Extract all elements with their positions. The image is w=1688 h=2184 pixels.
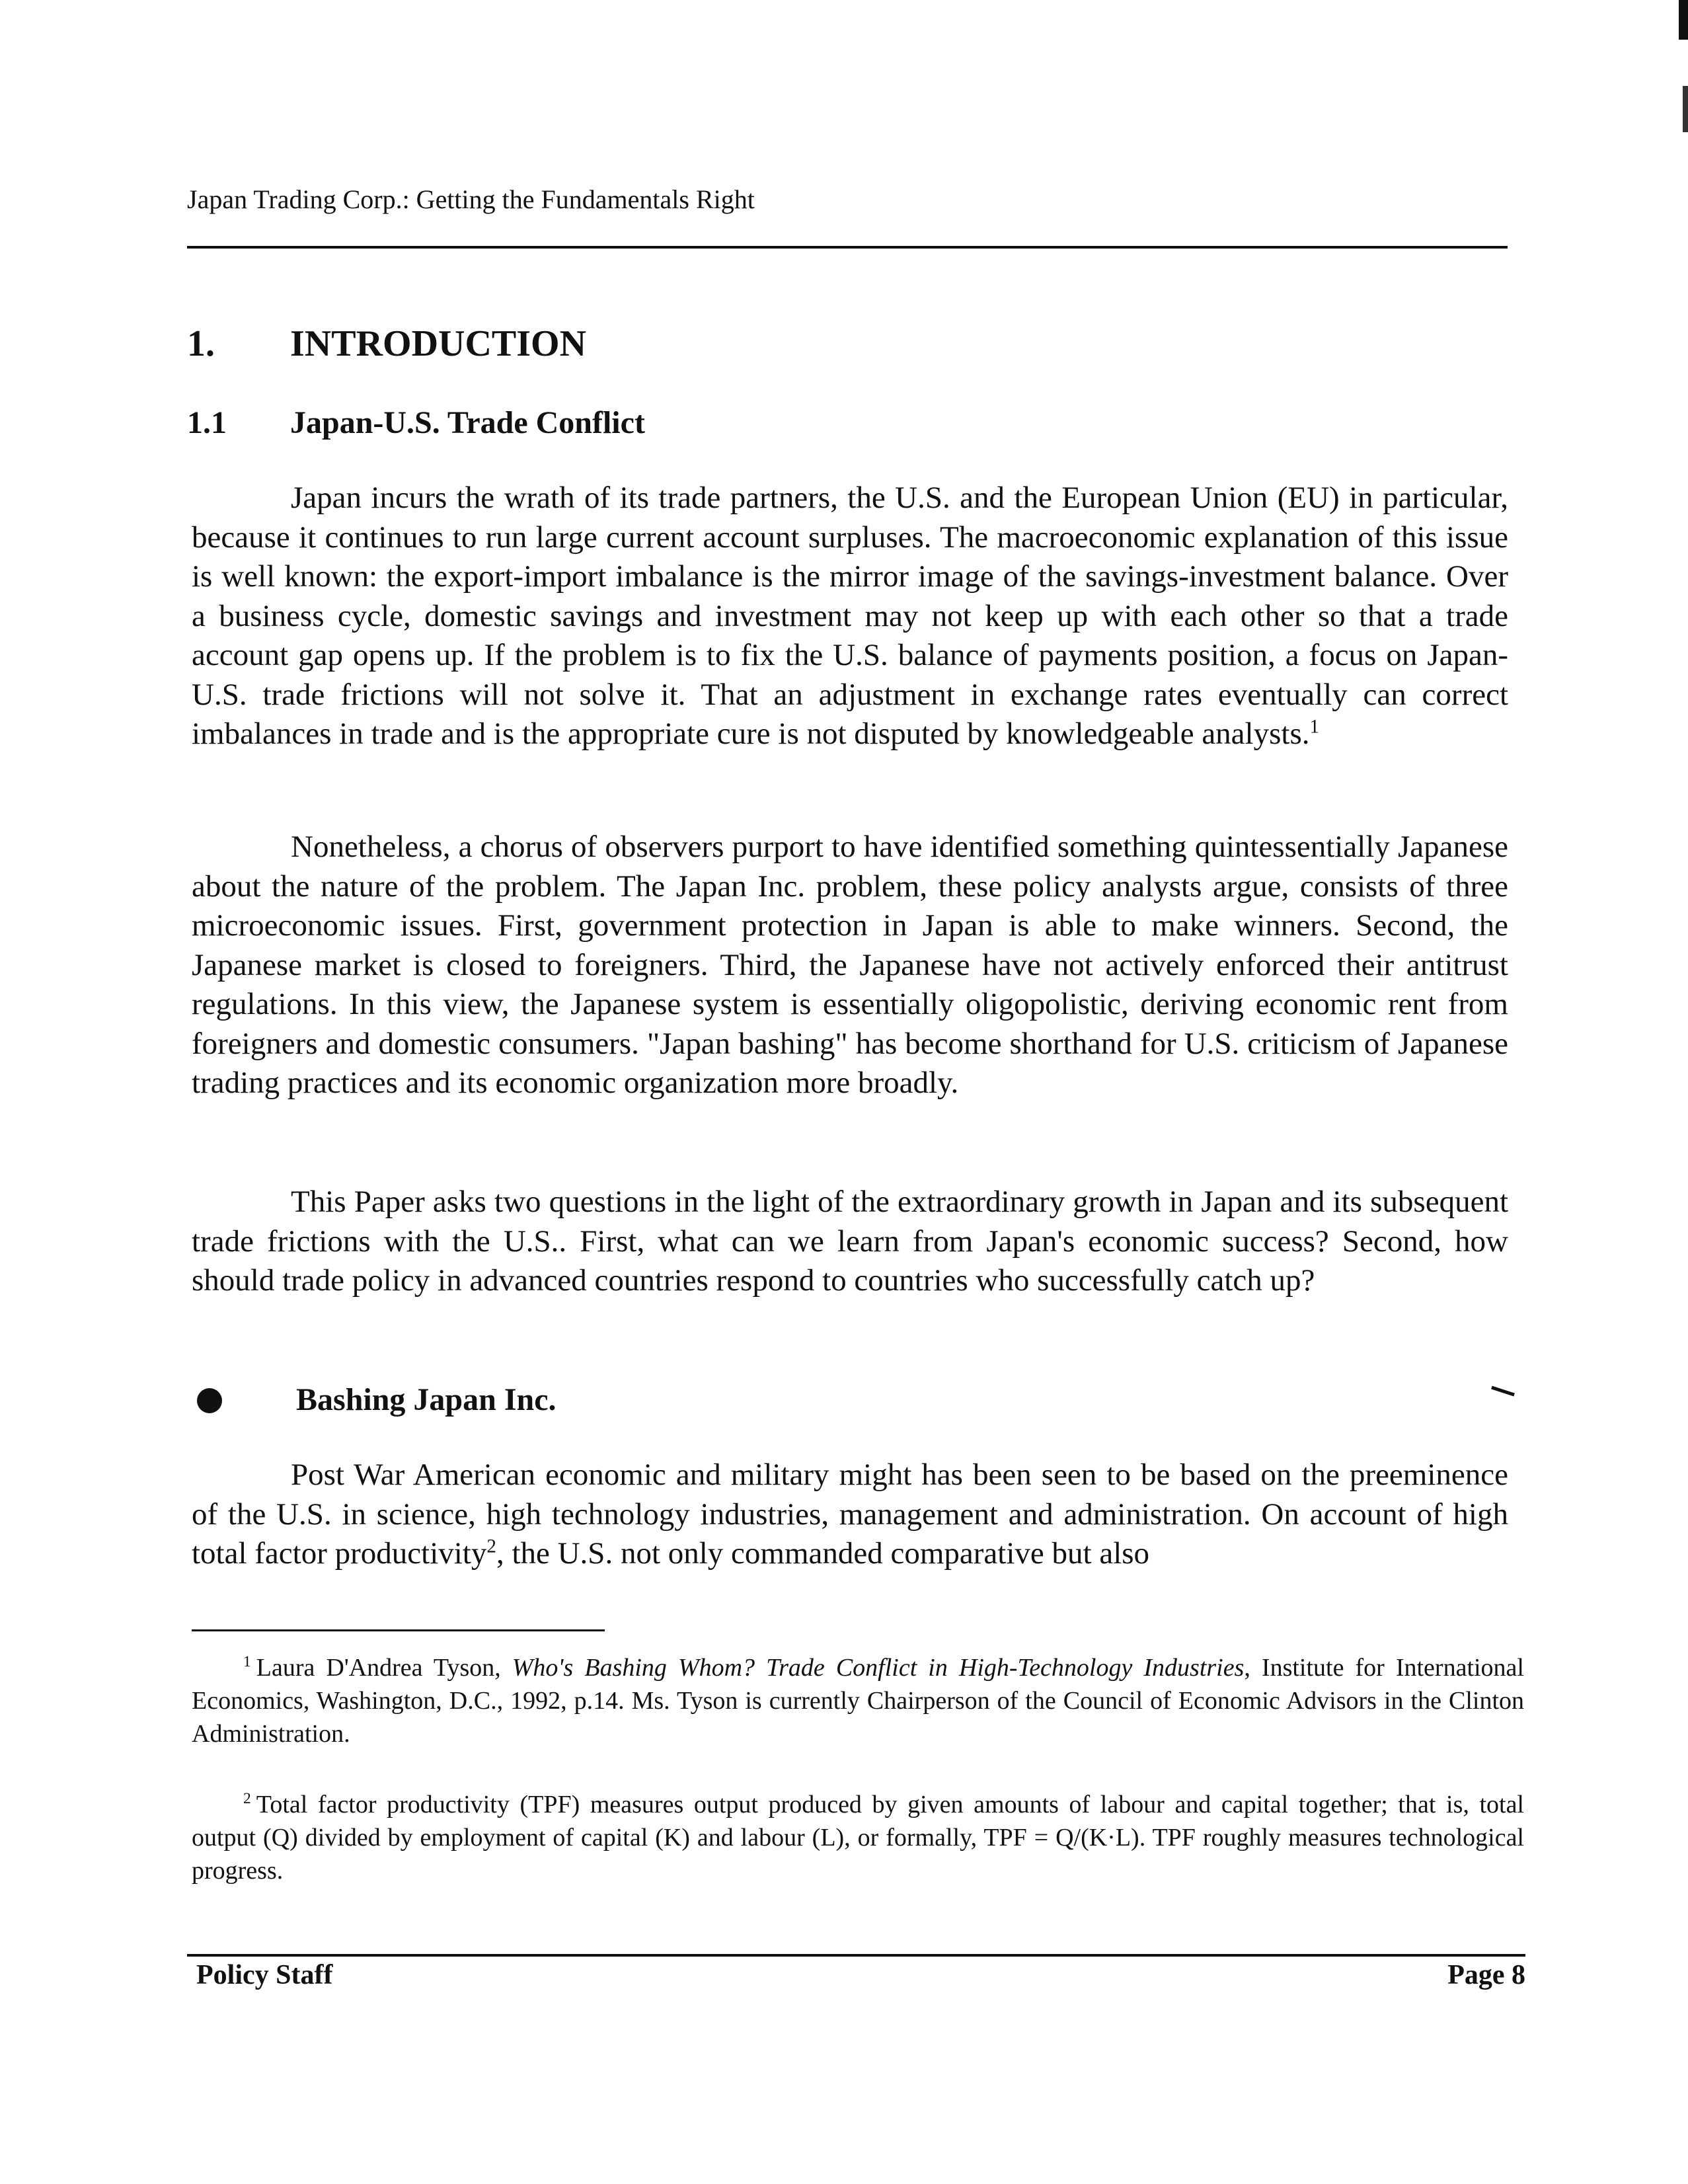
bullet-heading-text: Bashing Japan Inc. xyxy=(296,1382,556,1417)
footnote-1-author: Laura D'Andrea Tyson, xyxy=(256,1654,512,1682)
footnote-rule xyxy=(192,1629,605,1631)
footer-left: Policy Staff xyxy=(196,1960,333,1990)
paragraph-4-text-a: Post War American economic and military might has been seen to be based on the preeminence of the U.S. in science, high technology industries, management and administration. On account of high total factor productivity xyxy=(192,1458,1508,1571)
footnote-2-text: Total factor productivity (TPF) measures output produced by given amounts of labour and capital together; that is, total output (Q) divided by employment of capital (K) and labour (L), or formally, TPF = Q/(K·L). TPF roughly measures technological progress. xyxy=(192,1791,1524,1885)
scan-edge-mark xyxy=(1683,86,1688,132)
footnote-1-marker: 1 xyxy=(243,1653,251,1671)
header-rule xyxy=(187,246,1508,249)
footnote-1 xyxy=(192,1651,1524,1750)
footnote-1-rest: , Institute for International Economics, Washington, D.C., 1992, p.14. Ms. Tyson is currently Chairperson of the Council of Economic Advisors in the Clinton Administration. xyxy=(192,1654,1524,1748)
subsection-number: 1.1 xyxy=(187,405,227,440)
footnote-1-title: Who's Bashing Whom? Trade Conflict in High-Technology Industries xyxy=(512,1654,1245,1682)
paragraph-1-text: Japan incurs the wrath of its trade partners, the U.S. and the European Union (EU) in particular, because it continues to run large current account surpluses. The macroeconomic explanation of this issue is well known: the export-import imbalance is the mirror image of the savings-investment balance. Over a business cycle, domestic savings and investment may not keep up with each other so that a trade account gap opens up. If the problem is to fix the U.S. balance of payments position, a focus on Japan-U.S. trade frictions will not solve it. That an adjustment in exchange rates eventually can correct imbalances in trade and is the appropriate cure is not disputed by knowledgeable analysts. xyxy=(192,481,1508,751)
section-number: 1. xyxy=(187,323,215,364)
section-heading xyxy=(187,323,586,365)
paragraph-4-text-b: , the U.S. not only commanded comparative but also xyxy=(496,1536,1150,1571)
paragraph-4 xyxy=(192,1456,1508,1574)
scan-edge-mark xyxy=(1679,0,1688,40)
subsection-title: Japan-U.S. Trade Conflict xyxy=(290,405,645,440)
footnote-ref-2: 2 xyxy=(486,1536,496,1557)
subsection-heading xyxy=(187,405,645,441)
footnote-2 xyxy=(192,1788,1524,1887)
section-title: INTRODUCTION xyxy=(290,323,587,364)
page-number: Page 8 xyxy=(1447,1960,1525,1990)
stray-mark xyxy=(1491,1386,1515,1397)
footer-rule xyxy=(187,1954,1525,1957)
running-head: Japan Trading Corp.: Getting the Fundamentals Right xyxy=(187,184,755,214)
paragraph-3: This Paper asks two questions in the light of the extraordinary growth in Japan and its subsequent trade frictions with the U.S.. First, what can we learn from Japan's economic success? Second, how should trade policy in advanced countries respond to countries who successfully catch up? xyxy=(192,1185,1508,1298)
footnote-2-marker: 2 xyxy=(243,1790,251,1808)
paragraph-1 xyxy=(192,479,1508,754)
paragraph-2: Nonetheless, a chorus of observers purport to have identified something quintessentially Japanese about the nature of the problem. The Japan Inc. problem, these policy analysts argue, consists of three microeconomic issues. First, government protection in Japan is able to make winners. Second, the Japanese market is closed to foreigners. Third, the Japanese have not actively enforced their antitrust regulations. In this view, the Japanese system is essentially oligopolistic, deriving economic rent from foreigners and domestic consumers. "Japan bashing" has become shorthand for U.S. criticism of Japanese trading practices and its economic organization more broadly. xyxy=(192,830,1508,1100)
footnote-ref-1: 1 xyxy=(1309,716,1320,738)
bullet-dot-icon xyxy=(197,1388,222,1413)
